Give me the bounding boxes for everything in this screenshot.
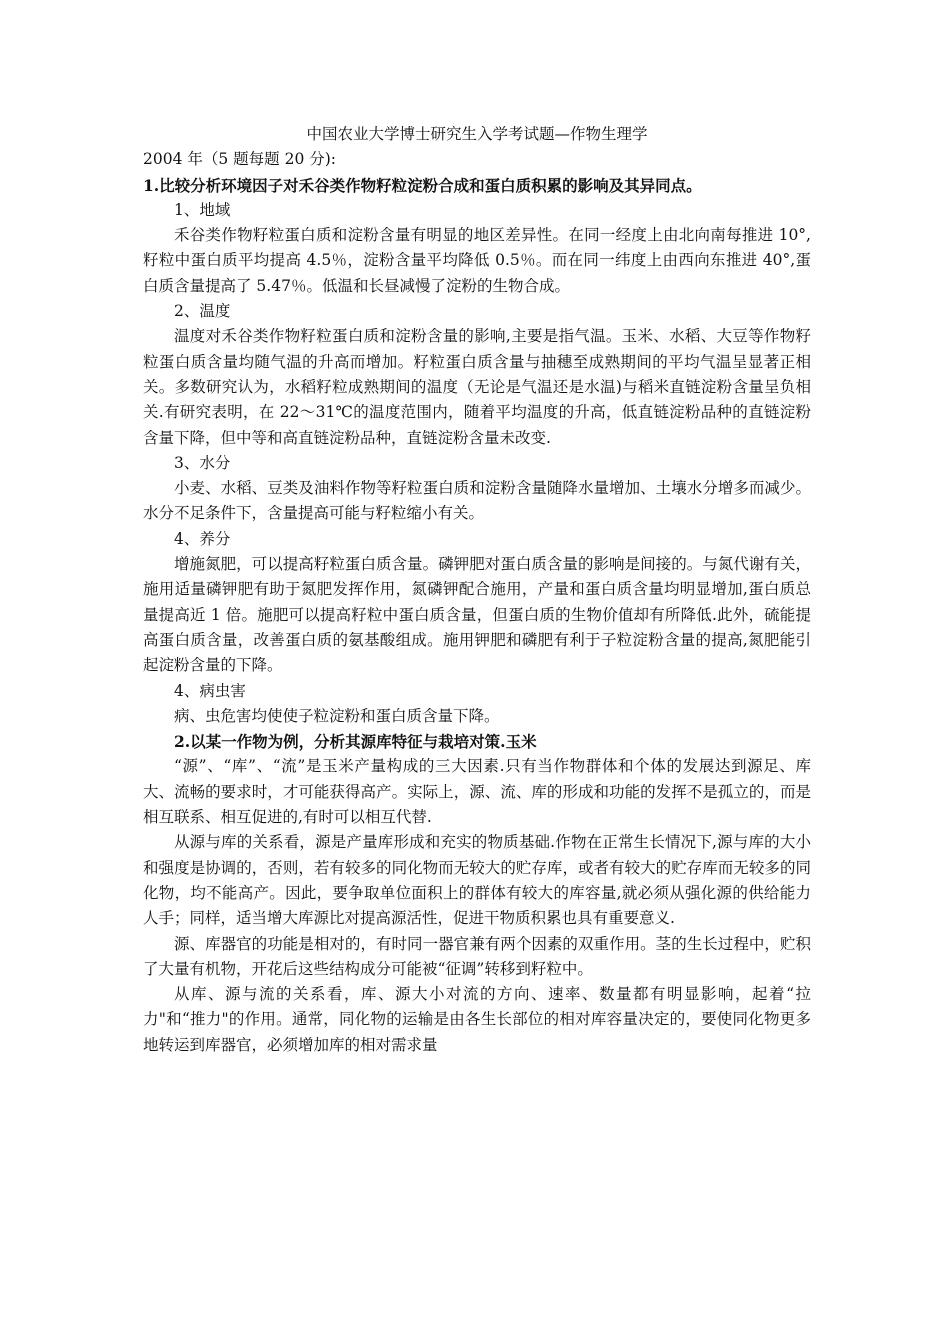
document-page — [143, 122, 811, 1058]
question-2-heading: 2.以某一作物为例，分析其源库特征与栽培对策.玉米 — [174, 732, 537, 752]
section-heading-temperature: 2、温度 — [174, 302, 231, 321]
exam-year-info: 2004 年（5 题每题 20 分): — [143, 150, 337, 169]
section-heading-region: 1、地域 — [174, 200, 231, 219]
section-body-nutrients: 增施氮肥，可以提高籽粒蛋白质含量。磷钾肥对蛋白质含量的影响是间接的。与氮代谢有关，施用适量磷钾肥有助于氮肥发挥作用，氮磷钾配合施用，产量和蛋白质含量均明显增加,蛋白质总量提高近 1 倍。施肥可以提高籽粒中蛋白质含量，但蛋白质的生物价值却有所降低.此外，硫能提高蛋白质含量，改善蛋白质的氨基酸组成。施用钾肥和磷肥有利于子粒淀粉含量的提高,氮肥能引起淀粉含量的下降。 — [143, 555, 811, 675]
section-heading-pests: 4、病虫害 — [174, 681, 246, 700]
question-1-heading: 1.比较分析环境因子对禾谷类作物籽粒淀粉合成和蛋白质积累的影响及其异同点。 — [143, 175, 702, 195]
paragraph-source-sink-relation: 从源与库的关系看，源是产量库形成和充实的物质基础.作物在正常生长情况下,源与库的大小和强度是协调的，否则，若有较多的同化物而无较大的贮存库，或者有较大的贮存库而无较多的同化物，均不能高产。因此，要争取单位面积上的群体有较大的库容量,就必须从强化源的供给能力人手；同样，适当增大库源比对提高源活性，促进干物质积累也具有重要意义. — [143, 833, 811, 928]
document-title: 中国农业大学博士研究生入学考试题—作物生理学 — [306, 125, 648, 143]
paragraph-source-sink-flow: “源”、“库”、“流”是玉米产量构成的三大因素.只有当作物群体和个体的发展达到源足、库大、流畅的要求时，才可能获得高产。实际上，源、流、库的形成和功能的发挥不是孤立的，而是相互联系、相互促进的,有时可以相互代替. — [143, 757, 811, 827]
section-heading-water: 3、水分 — [174, 453, 231, 472]
paragraph-organ-function: 源、库器官的功能是相对的，有时同一器官兼有两个因素的双重作用。茎的生长过程中，贮积了大量有机物，开花后这些结构成分可能被“征调”转移到籽粒中。 — [143, 934, 811, 978]
paragraph-flow-relation: 从库、源与流的关系看，库、源大小对流的方向、速率、数量都有明显影响，起着“拉力"和“推力"的作用。通常，同化物的运输是由各生长部位的相对库容量决定的，要使同化物更多地转运到库器官，必须增加库的相对需求量 — [143, 985, 811, 1054]
section-body-temperature: 温度对禾谷类作物籽粒蛋白质和淀粉含量的影响,主要是指气温。玉米、水稻、大豆等作物籽粒蛋白质含量均随气温的升高而增加。籽粒蛋白质含量与抽穗至成熟期间的平均气温呈显著正相关。多数研究认为，水稻籽粒成熟期间的温度（无论是气温还是水温)与稻米直链淀粉含量呈负相关.有研究表明，在 22～31℃的温度范围内，随着平均温度的升高，低直链淀粉品种的直链淀粉含量下降，但中等和高直链淀粉品种，直链淀粉含量未改变. — [143, 327, 811, 447]
section-body-pests: 病、虫危害均使使子粒淀粉和蛋白质含量下降。 — [174, 706, 500, 725]
section-body-region: 禾谷类作物籽粒蛋白质和淀粉含量有明显的地区差异性。在同一经度上由北向南每推进 10°,籽粒中蛋白质平均提高 4.5％，淀粉含量平均降低 0.5％。而在同一纬度上由西向东推进 40°,蛋白质含量提高了 5.47％。低温和长昼减慢了淀粉的生物合成。 — [143, 226, 811, 295]
section-heading-nutrients: 4、养分 — [174, 529, 231, 548]
section-body-water: 小麦、水稻、豆类及油料作物等籽粒蛋白质和淀粉含量随降水量增加、土壤水分增多而减少。水分不足条件下，含量提高可能与籽粒缩小有关。 — [143, 479, 811, 523]
